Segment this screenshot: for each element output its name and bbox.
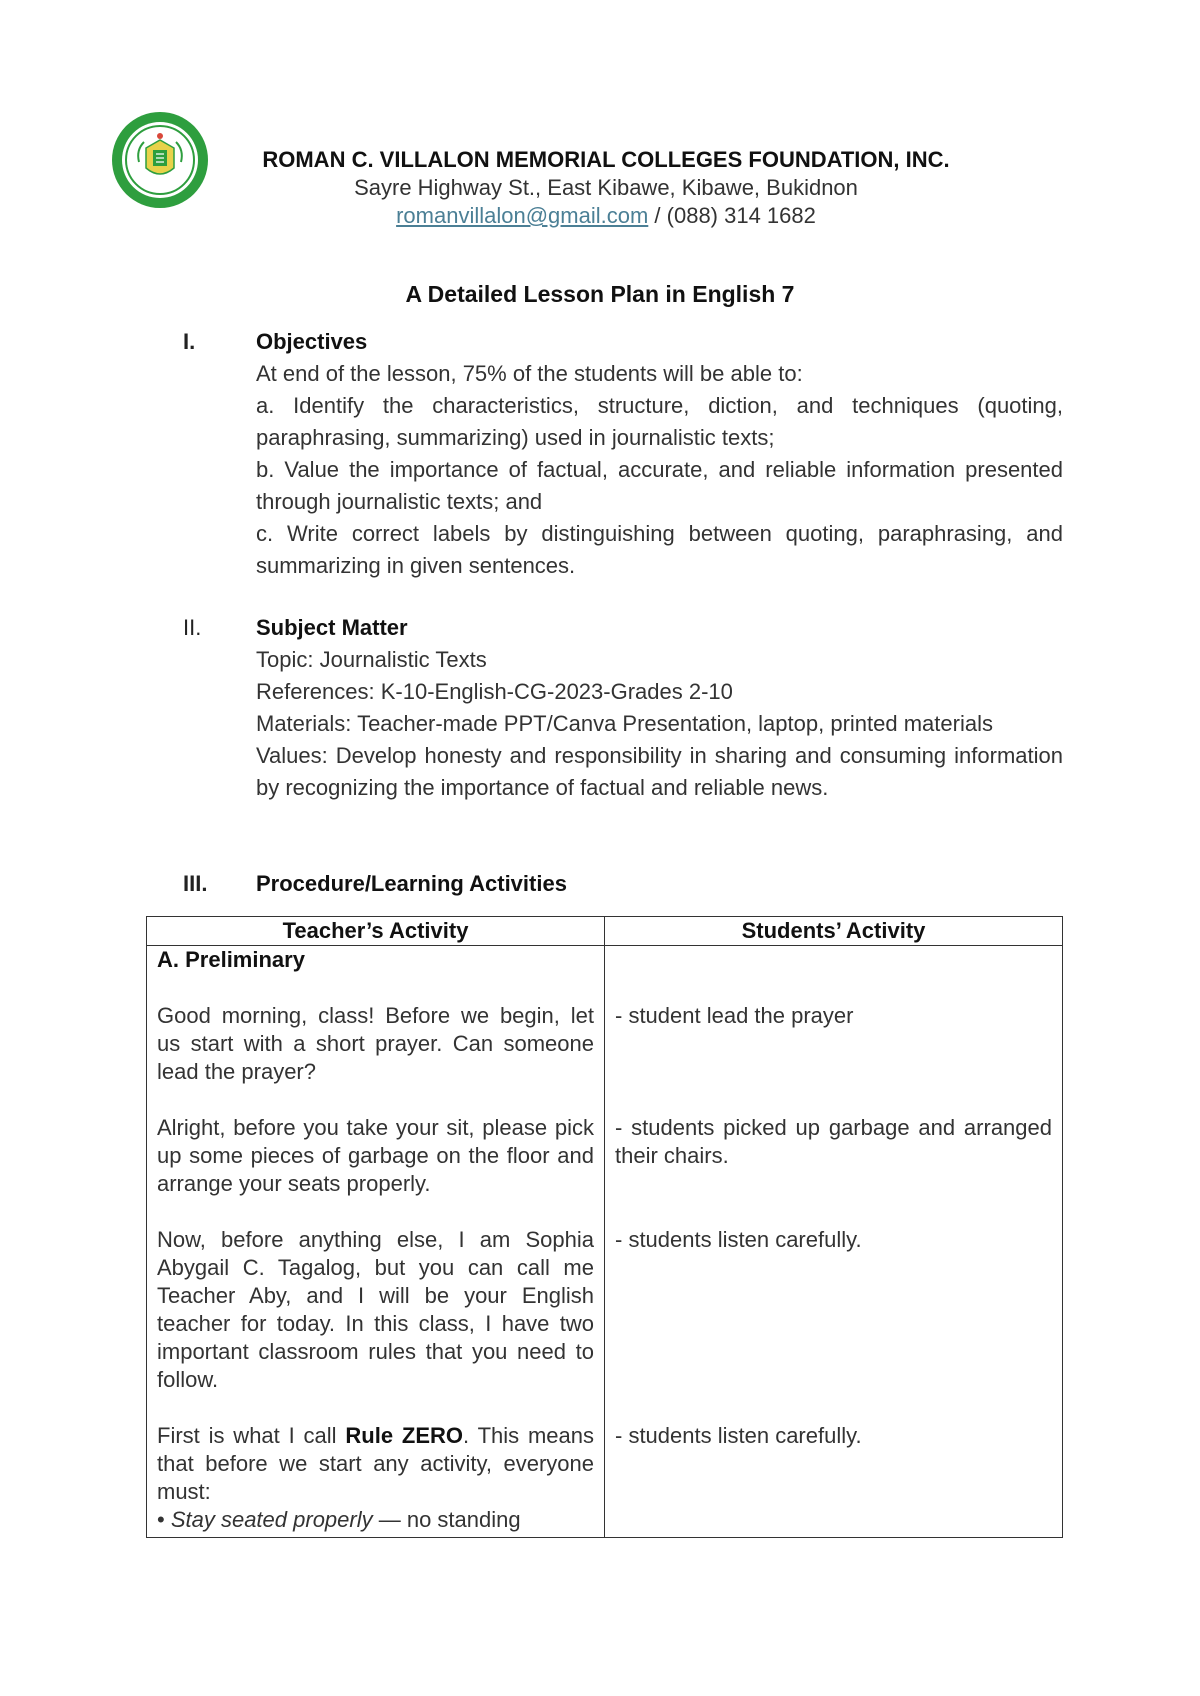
bullet-emphasis: Stay seated properly (170, 1507, 373, 1532)
values-line: Values: Develop honesty and responsibility in sharing and consuming information by recognizing the importance of factual and reliable news. (256, 743, 1063, 800)
teacher-prayer-text: Good morning, class! Before we begin, let us start with a short prayer. Can someone lead the prayer? (157, 1003, 594, 1084)
students-garbage-text: - students picked up garbage and arranged their chairs. (615, 1115, 1052, 1168)
objectives-intro: At end of the lesson, 75% of the students will be able to: (256, 361, 803, 386)
materials-line: Materials: Teacher-made PPT/Canva Presentation, laptop, printed materials (256, 711, 993, 736)
section-heading: Subject Matter (256, 615, 408, 640)
spacer (615, 1198, 1052, 1226)
institution-header (210, 146, 1002, 230)
objectives-section (183, 326, 1063, 582)
subject-matter-section (183, 612, 1063, 812)
email-link[interactable]: romanvillalon@gmail.com (396, 203, 649, 228)
students-rule-zero-text: - students listen carefully. (615, 1423, 862, 1448)
school-address: Sayre Highway St., East Kibawe, Kibawe, Bukidnon (354, 175, 858, 200)
spacer (157, 974, 594, 1002)
school-seal-icon (106, 110, 214, 210)
subject-matter-body (256, 612, 1063, 804)
spacer (615, 1394, 1052, 1422)
spacer (157, 1394, 594, 1422)
section-numeral: III. (183, 871, 208, 896)
objective-item: a. Identify the characteristics, structure, diction, and techniques (quoting, paraphrasing, summarizing) used in journalistic texts; (256, 393, 1063, 450)
students-prayer-text: - student lead the prayer (615, 1003, 854, 1028)
objective-item: b. Value the importance of factual, accurate, and reliable information presented through journalistic texts; and (256, 457, 1063, 514)
section-numeral: II. (183, 615, 202, 640)
objectives-body (256, 326, 1063, 582)
spacer (615, 946, 1052, 974)
page-title: A Detailed Lesson Plan in English 7 (405, 281, 795, 307)
phone-number: / (088) 314 1682 (654, 203, 816, 228)
bullet-rest: — no standing (372, 1507, 521, 1532)
rule-zero-suffix: . This means that before we start any activity, everyone must: (157, 1423, 594, 1504)
spacer (157, 1086, 594, 1114)
teacher-rule-zero-text (157, 1422, 594, 1506)
section-heading: Procedure/Learning Activities (256, 871, 567, 896)
stage-title: A. Preliminary (157, 947, 305, 972)
section-heading: Objectives (256, 329, 368, 354)
column-header-students: Students’ Activity (605, 917, 1063, 946)
rule-zero-prefix: First is what I call (157, 1423, 346, 1448)
procedure-heading-wrap (256, 868, 1063, 900)
topic-line: Topic: Journalistic Texts (256, 647, 487, 672)
teacher-garbage-text: Alright, before you take your sit, please pick up some pieces of garbage on the floor and arrange your seats properly. (157, 1115, 594, 1196)
teacher-intro-text: Now, before anything else, I am Sophia Abygail C. Tagalog, but you can call me Teacher Aby, and I will be your English teacher for today. In this class, I have two important classroom rules that you need to follow. (157, 1227, 594, 1392)
spacer (615, 974, 1052, 1002)
teacher-activity-cell (147, 946, 605, 1538)
objective-item: c. Write correct labels by distinguishing between quoting, paraphrasing, and summarizing in given sentences. (256, 521, 1063, 578)
rule-zero-label: Rule ZERO (345, 1423, 464, 1448)
students-intro-text: - students listen carefully. (615, 1227, 862, 1252)
table-header-row (147, 917, 1063, 946)
teacher-bullet-text (157, 1506, 594, 1534)
school-name: ROMAN C. VILLALON MEMORIAL COLLEGES FOUNDATION, INC. (262, 147, 950, 172)
procedure-section (183, 868, 1063, 900)
references-line: References: K-10-English-CG-2023-Grades 2-10 (256, 679, 733, 704)
procedure-table (146, 916, 1063, 1538)
spacer (615, 1086, 1052, 1114)
school-contact (210, 202, 1002, 230)
section-numeral: I. (183, 329, 196, 354)
spacer (157, 1198, 594, 1226)
column-header-teacher: Teacher’s Activity (147, 917, 605, 946)
bullet-marker: • (157, 1507, 171, 1532)
table-row (147, 946, 1063, 1538)
students-activity-cell (605, 946, 1063, 1538)
